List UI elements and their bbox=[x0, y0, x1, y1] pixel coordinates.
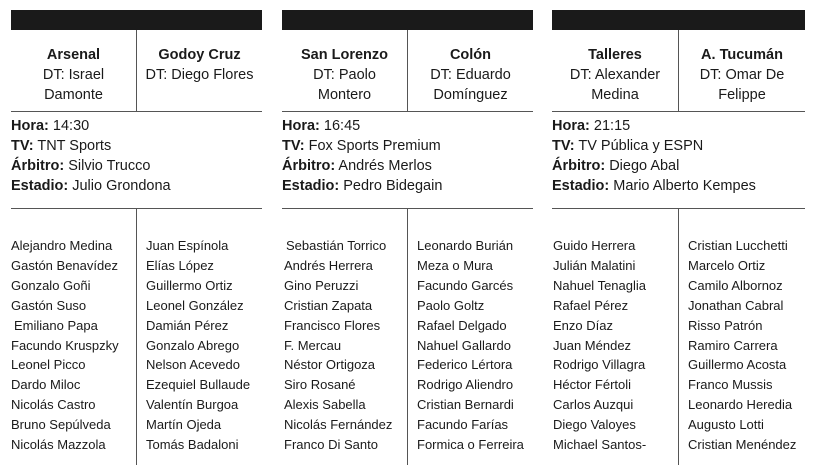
player: Meza o Mura bbox=[417, 257, 493, 273]
card-header-bar bbox=[11, 10, 262, 30]
info-estadio: Estadio: Mario Alberto Kempes bbox=[552, 178, 756, 194]
info-tv: TV: TV Pública y ESPN bbox=[552, 138, 704, 154]
away-team bbox=[408, 30, 533, 120]
away-lineup bbox=[417, 236, 524, 455]
player: Cristian Lucchetti bbox=[688, 238, 788, 253]
player: Juan Espínola bbox=[146, 238, 229, 253]
player: Ezequiel Bullaude bbox=[146, 377, 251, 393]
player: Siro Rosané bbox=[284, 377, 356, 393]
match-card-3 bbox=[552, 10, 805, 465]
player: Nicolás Castro bbox=[11, 397, 96, 413]
player: Guillermo Acosta bbox=[688, 357, 787, 373]
home-lineup bbox=[11, 236, 119, 455]
player: Gonzalo Goñi bbox=[11, 277, 91, 293]
player: Gonzalo Abrego bbox=[146, 337, 240, 353]
player: Nahuel Tenaglia bbox=[553, 277, 646, 293]
teams-divider bbox=[136, 30, 137, 112]
away-team-name: Colón bbox=[449, 47, 492, 63]
info-estadio: Estadio: Julio Grondona bbox=[11, 178, 171, 194]
player: Juan Méndez bbox=[553, 337, 632, 353]
player: Elías López bbox=[146, 257, 214, 273]
player: Rodrigo Aliendro bbox=[417, 377, 514, 393]
player: Formica o Ferreira bbox=[417, 437, 524, 453]
player: Cristian Zapata bbox=[284, 297, 373, 313]
player: Ramiro Carrera bbox=[688, 337, 778, 353]
away-team-name: Godoy Cruz bbox=[158, 47, 241, 63]
lineups-divider bbox=[136, 209, 137, 465]
player: Bruno Sepúlveda bbox=[11, 417, 111, 433]
home-team-name: Arsenal bbox=[46, 47, 101, 63]
player: Martín Ojeda bbox=[146, 417, 222, 433]
player: Dardo Miloc bbox=[11, 377, 81, 393]
home-team-name: San Lorenzo bbox=[300, 47, 388, 63]
player: Carlos Auzqui bbox=[553, 397, 634, 413]
away-team bbox=[137, 30, 262, 120]
player: Gastón Benavídez bbox=[11, 257, 118, 273]
lineups-divider bbox=[678, 209, 679, 465]
player: F. Mercau bbox=[284, 337, 342, 353]
home-lineup bbox=[284, 236, 392, 455]
home-team-name: Talleres bbox=[588, 47, 642, 63]
player: Paolo Goltz bbox=[417, 297, 485, 313]
player: Rafael Delgado bbox=[417, 317, 507, 333]
match-info bbox=[282, 116, 533, 196]
player: Tomás Badaloni bbox=[146, 437, 239, 453]
match-card-2 bbox=[282, 10, 533, 465]
player: Emiliano Papa bbox=[14, 317, 98, 333]
away-team-coach: DT: Diego Flores bbox=[145, 67, 254, 83]
player: Michael Santos- bbox=[553, 437, 647, 453]
info-hora: Hora: 14:30 bbox=[11, 118, 90, 134]
card-header-bar bbox=[282, 10, 533, 30]
player: Héctor Fértoli bbox=[553, 377, 632, 393]
lineups-divider bbox=[407, 209, 408, 465]
info-hora: Hora: 16:45 bbox=[282, 118, 361, 134]
player: Leonardo Burián bbox=[417, 238, 514, 253]
player: Facundo Kruspzky bbox=[11, 337, 119, 353]
info-hora: Hora: 21:15 bbox=[552, 118, 631, 134]
player: Guillermo Ortiz bbox=[146, 277, 233, 293]
home-team-coach: DT: Paolo Montero bbox=[313, 67, 376, 103]
player: Damián Pérez bbox=[146, 317, 229, 333]
player: Facundo Farías bbox=[417, 417, 509, 433]
player: Camilo Albornoz bbox=[688, 277, 783, 293]
home-team bbox=[282, 30, 407, 120]
home-team bbox=[552, 30, 678, 120]
info-estadio: Estadio: Pedro Bidegain bbox=[282, 178, 443, 194]
player: Francisco Flores bbox=[284, 317, 381, 333]
player: Sebastián Torrico bbox=[286, 238, 387, 253]
player: Risso Patrón bbox=[688, 317, 763, 333]
info-arbitro: Árbitro: Silvio Trucco bbox=[11, 158, 151, 174]
away-lineup bbox=[688, 236, 796, 455]
teams-bottom-rule bbox=[11, 111, 262, 112]
home-team-coach: DT: Israel Damonte bbox=[42, 67, 105, 103]
match-info bbox=[552, 116, 805, 196]
player: Andrés Herrera bbox=[284, 257, 373, 273]
player: Guido Herrera bbox=[553, 238, 636, 253]
info-arbitro: Árbitro: Diego Abal bbox=[552, 158, 680, 174]
player: Valentín Burgoa bbox=[146, 397, 239, 413]
player: Nelson Acevedo bbox=[146, 357, 240, 373]
player: Leonardo Heredia bbox=[688, 397, 793, 413]
home-team bbox=[11, 30, 136, 120]
player: Julián Malatini bbox=[553, 257, 636, 273]
card-header-bar bbox=[552, 10, 805, 30]
player: Enzo Díaz bbox=[553, 317, 613, 333]
player: Cristian Bernardi bbox=[417, 397, 514, 413]
player: Cristian Menéndez bbox=[688, 437, 797, 453]
player: Leonel Picco bbox=[11, 357, 86, 373]
player: Alexis Sabella bbox=[284, 397, 366, 413]
away-team-name: A. Tucumán bbox=[701, 47, 783, 63]
player: Diego Valoyes bbox=[553, 417, 636, 433]
teams-divider bbox=[407, 30, 408, 112]
player: Leonel González bbox=[146, 297, 244, 313]
player: Federico Lértora bbox=[417, 357, 513, 373]
home-team-coach: DT: Alexander Medina bbox=[569, 67, 661, 103]
player: Nicolás Fernández bbox=[284, 417, 393, 433]
player: Alejandro Medina bbox=[11, 238, 113, 253]
away-lineup bbox=[146, 236, 250, 455]
player: Jonathan Cabral bbox=[688, 297, 784, 313]
teams-bottom-rule bbox=[552, 111, 805, 112]
player: Marcelo Ortiz bbox=[688, 257, 766, 273]
home-lineup bbox=[553, 236, 646, 455]
player: Facundo Garcés bbox=[417, 277, 514, 293]
player: Néstor Ortigoza bbox=[284, 357, 376, 373]
match-info bbox=[11, 116, 262, 196]
player: Rafael Pérez bbox=[553, 297, 629, 313]
player: Gino Peruzzi bbox=[284, 277, 359, 293]
teams-divider bbox=[678, 30, 679, 112]
teams-bottom-rule bbox=[282, 111, 533, 112]
away-team bbox=[679, 30, 805, 120]
away-team-coach: DT: Eduardo Domínguez bbox=[430, 67, 511, 103]
player: Gastón Suso bbox=[11, 297, 87, 313]
player: Rodrigo Villagra bbox=[553, 357, 646, 373]
player: Nahuel Gallardo bbox=[417, 337, 511, 353]
away-team-coach: DT: Omar De Felippe bbox=[699, 67, 785, 103]
info-arbitro: Árbitro: Andrés Merlos bbox=[282, 158, 432, 174]
info-tv: TV: Fox Sports Premium bbox=[282, 138, 441, 154]
info-tv: TV: TNT Sports bbox=[11, 138, 112, 154]
player: Franco Di Santo bbox=[284, 437, 378, 453]
player: Augusto Lotti bbox=[688, 417, 764, 433]
match-card-1 bbox=[11, 10, 262, 465]
player: Franco Mussis bbox=[688, 377, 773, 393]
player: Nicolás Mazzola bbox=[11, 437, 106, 453]
